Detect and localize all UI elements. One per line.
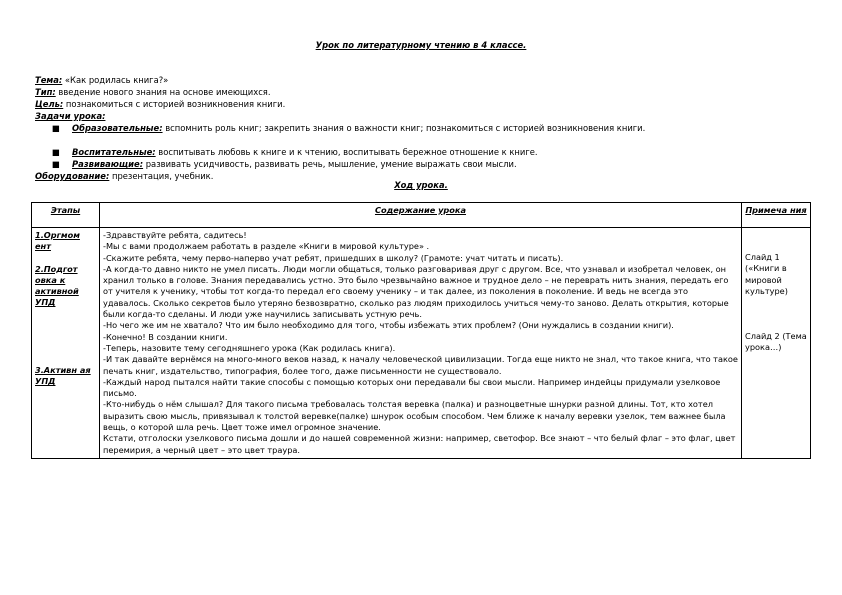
equipment-value: презентация, учебник.	[109, 171, 214, 181]
content-paragraph: -А когда-то давно никто не умел писать. Люди могли общаться, только разговаривая друг с другом. Все, что узнавал и изобретал человек, он хранил только в голове. Знания передавались устно. Это было чрезвычайно важное и трудное дело – не переврать нить знания, передать его от учителя к ученику, чтобы тот когда-то передал его своему ученику – и так далее, из поколения в поколение. И ведь не всегда это удавалось. Сколько секретов было утеряно безвозвратно, сколько раз людям приходилось учиться чему-то заново. Делать открытия, которые были когда-то сделаны. И люди уже научились записывать устную речь.	[103, 263, 729, 320]
content-paragraph: -Каждый народ пытался найти такие способы с помощью которых они передавали бы свои мысли. Например индейцы придумали узелковое письмо.	[103, 376, 721, 399]
bullet-icon: ■	[52, 147, 60, 157]
content-paragraph: -Но чего же им не хватало? Что им было необходимо для того, чтобы избежать этих проблем? (Они нуждались в создании книги).	[103, 320, 674, 331]
table-header-row	[32, 203, 811, 228]
content-paragraph: Кстати, отголоски узелкового письма дошли и до нашей современной жизни: например, светофор. Все знают – что белый флаг – это флаг, цвет перемирия, а черный цвет – это цвет траура.	[103, 433, 736, 455]
stage-1: 1.Оргмом ент	[35, 230, 80, 252]
col-header-notes: Примеча ния	[742, 203, 811, 228]
bullet-icon: ■	[52, 159, 60, 169]
goal-label: Цель:	[35, 99, 64, 109]
content-paragraph: -Мы с вами продолжаем работать в разделе «Книги в мировой культуре» .	[103, 241, 430, 252]
page-title: Урок по литературному чтению в 4 классе.	[315, 40, 527, 50]
task-item	[52, 122, 792, 146]
content-paragraph: -И так давайте вернёмся на много-много веков назад, к началу человеческой цивилизации. Тогда еще никто не знал, что такое книга, что такое печать книг, издательство, типография, более того, даже письменности не существовало.	[103, 354, 738, 376]
content-cell	[100, 228, 742, 459]
col-header-content: Содержание урока	[100, 203, 742, 228]
task-label: Воспитательные:	[72, 147, 156, 157]
topic-label: Тема:	[35, 75, 63, 85]
col-header-stages: Этапы	[32, 203, 100, 228]
lesson-table	[31, 202, 811, 459]
stage-2: 2.Подгот овка к активной УПД	[35, 263, 79, 308]
content-paragraph: -Конечно! В создании книги.	[103, 331, 228, 342]
stage-3: 3.Активн ая УПД	[35, 364, 91, 387]
task-text: развивать усидчивость, развивать речь, мышление, умение выражать свои мысли.	[143, 159, 517, 169]
lesson-course-heading: Ход урока.	[394, 180, 448, 190]
content-paragraph: -Здравствуйте ребята, садитесь!	[103, 230, 247, 240]
content-paragraph: -Скажите ребята, чему перво-наперво учат ребят, пришедших в школу? (Грамоте: учат читать и писать).	[103, 252, 564, 263]
goal-line	[35, 98, 805, 110]
type-value: введение нового знания на основе имеющихся.	[55, 87, 271, 97]
stages-cell	[32, 228, 100, 459]
task-label: Образовательные:	[72, 123, 163, 133]
equipment-label: Оборудование:	[35, 171, 110, 181]
notes-cell	[742, 228, 811, 459]
topic-line	[35, 74, 805, 86]
tasks-heading	[35, 110, 805, 122]
type-line	[35, 86, 805, 98]
content-paragraph: -Теперь, назовите тему сегодняшнего урока (Как родилась книга).	[103, 342, 396, 353]
table-row	[32, 228, 811, 459]
note-slide-2: Слайд 2 (Тема урока…)	[745, 331, 807, 353]
type-label: Тип:	[35, 87, 56, 97]
task-text: вспомнить роль книг; закрепить знания о важности книг; познакомиться с историей возникновения книги.	[162, 123, 646, 133]
content-paragraph: -Кто-нибудь о нём слышал? Для такого письма требовалась толстая веревка (палка) и разноцветные шнурки разной длины. Тот, кто хотел выразить свою мысль, привязывал к толстой веревке(палке) шнурок особым способом. Чем ближе к началу веревки узелок, тем важнее была вещь, о которой шла речь. Цвет тоже имел огромное значение.	[103, 399, 726, 433]
note-slide-1: Слайд 1 («Книги в мировой культуре)	[745, 252, 788, 296]
bullet-icon: ■	[52, 123, 60, 133]
task-label: Развивающие:	[72, 159, 144, 169]
tasks-label: Задачи урока:	[35, 111, 106, 121]
task-text: воспитывать любовь к книге и к чтению, воспитывать бережное отношение к книге.	[155, 147, 538, 157]
topic-value: «Как родилась книга?»	[62, 75, 169, 85]
goal-value: познакомиться с историей возникновения книги.	[63, 99, 286, 109]
